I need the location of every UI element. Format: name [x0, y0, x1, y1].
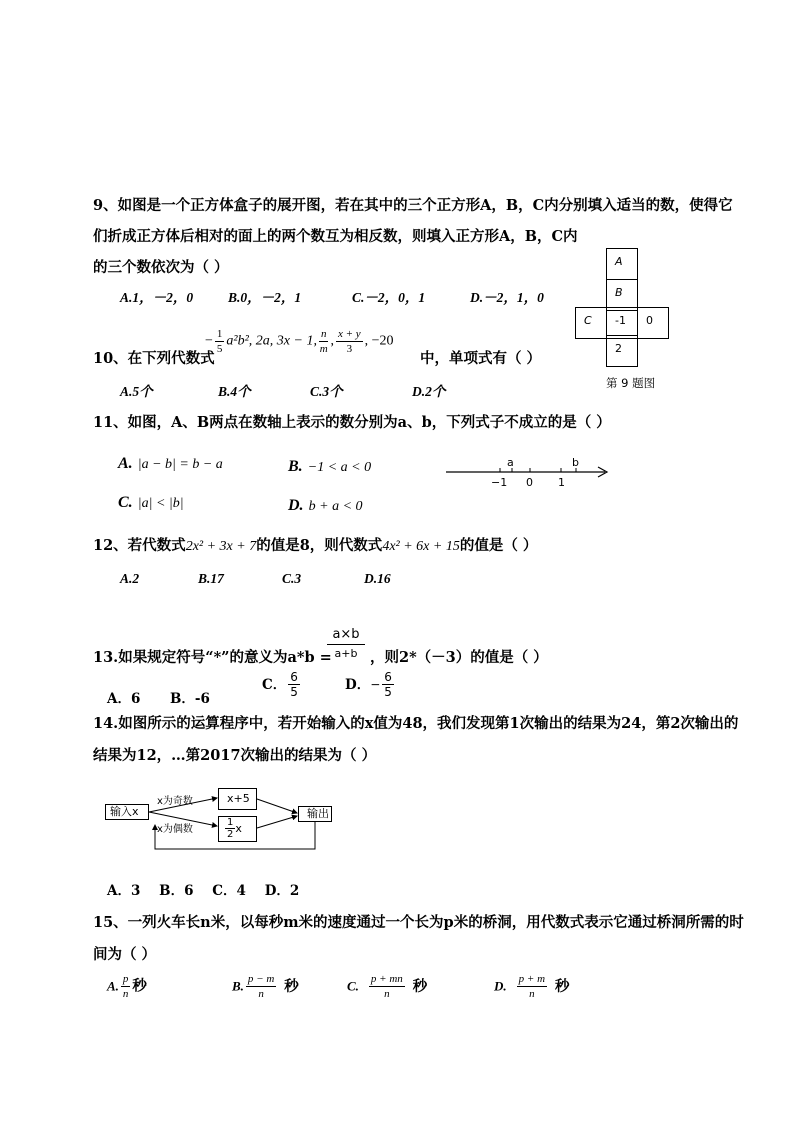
q10-option-d: D.2个	[412, 384, 446, 399]
q12-option-a: A.2	[120, 571, 140, 586]
q15-option-c: C. $\frac{p + mn}{n}$ 秒	[347, 973, 428, 1000]
q15-option-b-num: p − m	[247, 973, 275, 985]
flow-op-even-num: 1	[227, 817, 234, 828]
q15-option-a-num: p	[122, 973, 129, 985]
flow-arrows	[100, 780, 340, 855]
q10-frac1-num: 1	[216, 328, 223, 340]
q10-expression: − $\frac{1}{5}$ a²b², 2a, 3x − 1, $\frac{n}{m}$ , $\frac{x + y}{3}$ , −20	[205, 328, 394, 355]
q15-option-a: A. $\frac{p}{n}$ 秒	[107, 973, 147, 1000]
q12-stem: 12、若代数式2x² + 3x + 7的值是8，则代数式4x² + 6x + 15的值是（ ）	[93, 537, 538, 554]
q10-frac3-den: 3	[346, 343, 353, 355]
q15-option-d-num: p + m	[518, 973, 546, 985]
q10-suffix: 中，单项式有（ ）	[420, 350, 542, 367]
q13-stem-part1: 13.如果规定符号“*”的意义为a*b =	[93, 649, 332, 666]
flow-output-box: 输出	[298, 806, 332, 822]
q11-option-b: B. −1 < a < 0	[288, 458, 372, 475]
q11-option-a: A. |a − b| = b − a	[118, 455, 223, 472]
q11-option-d-expr: b + a < 0	[308, 499, 363, 514]
q13-option-d-num: 6	[384, 670, 392, 684]
net-cell-c: C	[575, 307, 607, 339]
q11-option-b-expr: −1 < a < 0	[307, 460, 372, 475]
q11-stem: 11、如图，A、B两点在数轴上表示的数分别为a、b，下列式子不成立的是（ ）	[93, 414, 611, 431]
flow-op-even-var: x	[235, 822, 242, 835]
q13-option-a: A．6	[107, 691, 141, 707]
q12-expr2: 4x² + 6x + 15	[382, 539, 460, 554]
tick-label-one: 1	[558, 476, 565, 489]
number-line	[440, 450, 615, 495]
q15-option-a-den: n	[122, 988, 129, 1000]
q10-frac2-den: m	[319, 343, 328, 355]
tick-label-zero: 0	[526, 476, 533, 489]
flow-input-box: 输入x	[105, 804, 149, 820]
net-cell-two: 2	[606, 335, 638, 367]
net-cell-neg1: -1	[606, 307, 638, 339]
point-a-label: a	[507, 456, 514, 469]
q13-option-d: D．− $\frac{6}{5}$	[345, 670, 392, 699]
q13-option-d-den: 5	[384, 685, 392, 699]
net-cell-b: B	[606, 279, 638, 311]
tick-label-neg1: −1	[491, 476, 508, 489]
q12-expr1: 2x² + 3x + 7	[185, 539, 257, 554]
q13-option-c-num: 6	[290, 670, 298, 684]
q15-option-d-den: n	[529, 988, 535, 1000]
figure-caption: 第 9 题图	[606, 376, 656, 390]
q15-option-d: D. $\frac{p + m}{n}$ 秒	[494, 973, 570, 1000]
q15-line1: 15、一列火车长n米，以每秒m米的速度通过一个长为p米的桥洞，用代数式表示它通过桥洞所需的时	[93, 914, 744, 931]
q9-option-d: D.－2，1，0	[470, 290, 544, 305]
arrow-odd-to-output	[257, 799, 297, 813]
q9-option-a: A.1，－2，0	[120, 290, 194, 305]
q12-option-c: C.3	[282, 571, 302, 586]
q10-option-a: A.5个	[120, 384, 153, 399]
q9-line1: 9、如图是一个正方体盒子的展开图，若在其中的三个正方形A，B，C内分别填入适当的数，使得它	[93, 197, 733, 214]
q12-option-b: B.17	[198, 571, 224, 586]
q14-options: A．3 B．6 C．4 D．2	[107, 883, 300, 899]
q9-line2: 们折成正方体后相对的面上的两个数互为相反数，则填入正方形A，B，C内	[93, 228, 578, 245]
q10-prefix: 10、在下列代数式	[93, 350, 215, 367]
q11-option-d: D. b + a < 0	[288, 497, 363, 514]
q13-option-c-den: 5	[290, 685, 298, 699]
q10-tail: , −20	[364, 333, 394, 349]
feedback-loop-arrow	[155, 822, 315, 849]
q15-option-c-den: n	[384, 988, 390, 1000]
q9-line3: 的三个数依次为（ ）	[93, 259, 229, 276]
q10-option-c: C.3个	[310, 384, 343, 399]
q10-frac2-num: n	[320, 328, 327, 340]
q15-option-c-num: p + mn	[370, 973, 403, 985]
q15-option-b: B. $\frac{p - m}{n}$ 秒	[232, 973, 299, 1000]
arrow-to-odd	[149, 798, 217, 812]
q14-line2: 结果为12，…第2017次输出的结果为（ ）	[93, 747, 377, 764]
q14-line1: 14.如图所示的运算程序中，若开始输入的x值为48，我们发现第1次输出的结果为24，第2次输出的	[93, 715, 739, 732]
q10-term-rest: a²b², 2a, 3x − 1,	[226, 333, 317, 349]
net-cell-zero: 0	[637, 307, 669, 339]
q13-option-c: C． $\frac{6}{5}$	[262, 670, 298, 699]
q13-frac-den: a+b	[334, 647, 358, 660]
q15-line2: 间为（ ）	[93, 946, 157, 963]
point-b-label: b	[572, 456, 579, 469]
arrow-to-even	[149, 812, 217, 826]
q13-fraction	[327, 626, 365, 663]
q11-option-c-expr: |a| < |b|	[137, 496, 184, 511]
net-cell-a: A	[606, 248, 638, 280]
q10-option-b: B.4个	[218, 384, 251, 399]
q10-frac3-num: x + y	[337, 328, 361, 340]
q12-option-d: D.16	[364, 571, 391, 586]
q13-frac-num: a×b	[327, 626, 365, 645]
q11-option-a-expr: |a − b| = b − a	[137, 457, 223, 472]
q13-stem-part2: ，则2*（－3）的值是（ ）	[370, 649, 548, 666]
q11-option-c: C. |a| < |b|	[118, 494, 184, 511]
flow-odd-label: x为奇数	[157, 796, 193, 807]
q9-option-b: B.0，－2，1	[228, 290, 302, 305]
q13-option-b: B．-6	[170, 691, 210, 707]
arrow-even-to-output	[257, 816, 297, 828]
q10-frac1-den: 5	[216, 343, 223, 355]
q15-option-b-den: n	[258, 988, 264, 1000]
q9-option-c: C.－2，0，1	[352, 290, 426, 305]
flow-op-even-den: 2	[227, 829, 234, 840]
flow-even-label: x为偶数	[157, 824, 193, 835]
flow-op-odd-box: x+5	[218, 788, 257, 810]
